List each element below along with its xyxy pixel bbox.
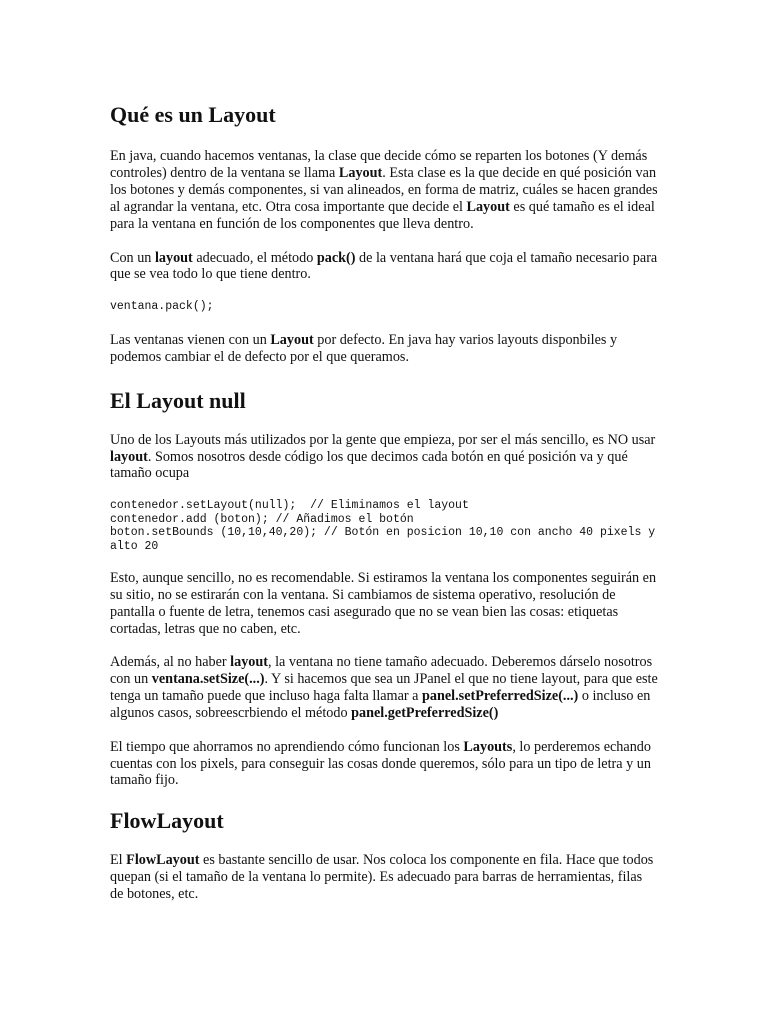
paragraph-flowlayout-intro	[110, 852, 658, 903]
bold-term: layout	[110, 448, 148, 465]
text-span: adecuado, el método	[192, 249, 317, 266]
bold-term: Layout	[270, 331, 314, 348]
paragraph-time-saved	[110, 739, 658, 790]
bold-term: layout	[154, 249, 193, 266]
text-span: Con un	[110, 249, 155, 266]
code-block-pack: ventana.pack();	[110, 300, 214, 314]
text-span: El	[110, 852, 127, 869]
text-span: , la ventana no tiene tamaño adecuado. Deberemos dárselo nosotros con un	[110, 654, 653, 687]
document-page	[110, 100, 658, 903]
paragraph-null-intro	[110, 432, 658, 483]
paragraph-pack-method	[110, 250, 658, 284]
heading-que-es-un-layout: Qué es un Layout	[110, 102, 276, 127]
bold-term: layout	[230, 654, 269, 670]
paragraph-default-layout	[110, 332, 658, 366]
text-span: de la ventana hará que coja el tamaño necesario para que se vea todo lo que tiene dentro.	[110, 249, 658, 283]
text-span: por defecto. En java hay varios layouts disponbiles y podemos cambiar el de defecto por el que queramos.	[110, 331, 618, 365]
bold-term: panel.getPreferredSize()	[351, 704, 499, 721]
bold-term: pack()	[316, 249, 356, 266]
bold-term: Layout	[466, 198, 510, 215]
text-span: , lo perderemos echando cuentas con los pixels, para conseguir las cosas donde queremos, sólo para un tipo de letra y un tamaño fijo.	[110, 738, 651, 789]
bold-term: Layouts	[463, 738, 513, 755]
paragraph-not-recommended	[110, 570, 658, 638]
text-span: En java, cuando hacemos ventanas, la clase que decide cómo se reparten los botones (Y demás controles) dentro de la ventana se llama	[110, 148, 648, 181]
text-span: . Esta clase es la que decide en qué posición van los botones y demás componentes, si van alineados, en forma de matriz, cuáles se hacen grandes al agrandar la ventana, etc. Otra cosa importante que decide el	[110, 164, 658, 215]
text-span: . Somos nosotros desde código los que decimos cada botón en qué posición va y qué tamaño ocupa	[110, 448, 628, 482]
text-span: Además, al no haber	[110, 654, 231, 670]
heading-layout-null: El Layout null	[110, 387, 246, 413]
paragraph-layout-definition	[110, 148, 658, 233]
text-span: Las ventanas vienen con un	[110, 331, 271, 348]
heading-flowlayout: FlowLayout	[110, 808, 224, 834]
text-span: Esto, aunque sencillo, no es recomendable. Si estiramos la ventana los componentes seguirán en su sitio, no se estirarán con la ventana. Si cambiamos de sistema operativo, resolución de pantalla o fuente de letra, tenemos casi asegurado que no se vean bien las cosas: etiquetas cortadas, letras que no caben, etc.	[110, 570, 657, 638]
code-block-null-layout: contenedor.setLayout(null); // Eliminamos el layout contenedor.add (boton); // Añadimos el botón boton.setBounds (10,10,40,20); // Botón en posicion 10,10 con ancho 40 pixels y alto 20	[110, 499, 656, 553]
bold-term: ventana.setSize(...)	[151, 670, 265, 687]
bold-term: Layout	[338, 164, 383, 181]
text-span: es qué tamaño es el ideal para la ventana en función de los componentes que lleva dentro.	[110, 198, 655, 232]
text-span: El tiempo que ahorramos no aprendiendo cómo funcionan los	[110, 738, 464, 755]
text-span: es bastante sencillo de usar. Nos coloca los componente en fila. Hace que todos quepan (si el tamaño de la ventana lo permite). Es adecuado para barras de herramientas, filas de botones, etc.	[110, 852, 654, 903]
text-span: Uno de los Layouts más utilizados por la gente que empieza, por ser el más sencillo, es NO usar	[110, 431, 656, 448]
text-span: o incluso en algunos casos, sobreescrbiendo el método	[110, 687, 651, 721]
bold-term: FlowLayout	[126, 852, 200, 869]
bold-term: panel.setPreferredSize(...)	[422, 687, 579, 704]
paragraph-set-size	[110, 654, 658, 722]
text-span: . Y si hacemos que sea un JPanel el que no tiene layout, para que este tenga un tamaño puede que incluso haga falta llamar a	[110, 670, 658, 704]
